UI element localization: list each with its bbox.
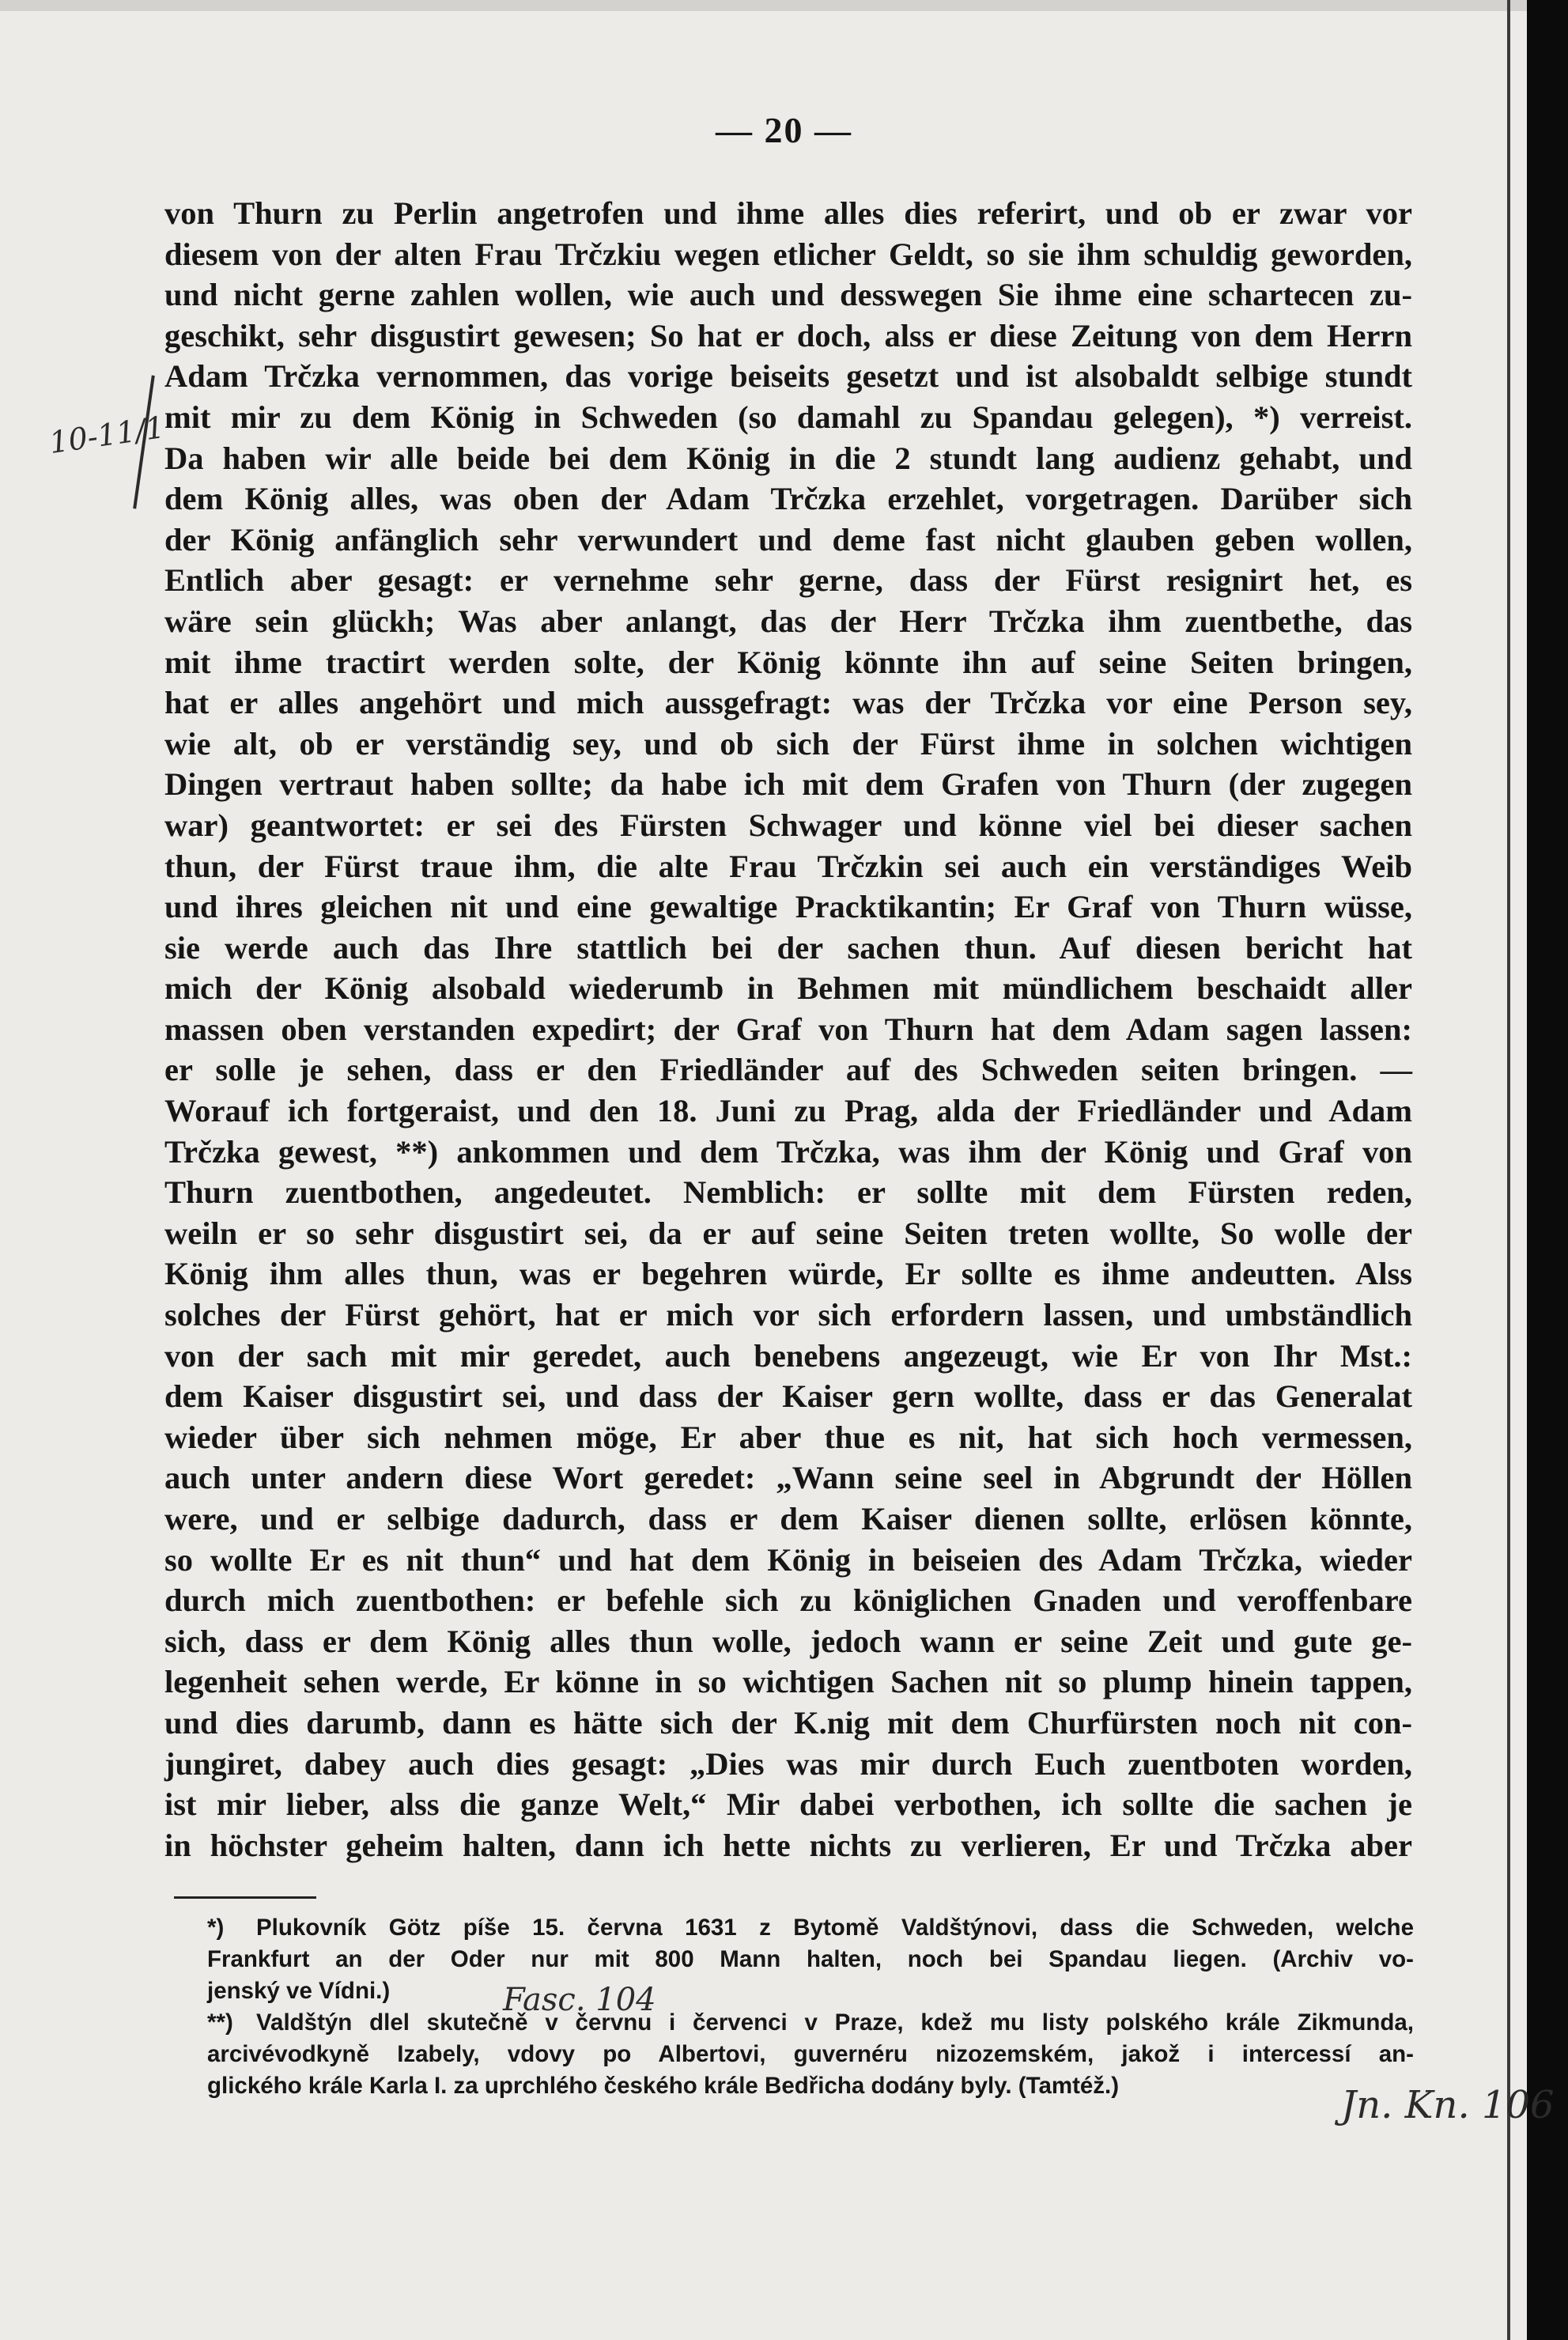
footnote-marker: *) [207,1915,225,1941]
text-line: war) geantwortet: er sei des Fürsten Schwager und könne viel bei dieser sachen [164,807,1412,843]
text-line: sie werde auch das Ihre stattlich bei der sachen thun. Auf diesen bericht hat [164,929,1412,966]
text-line: auch unter andern diese Wort geredet: „Wann seine seel in Abgrundt der Höllen [164,1460,1412,1496]
page-number: — 20 — [716,110,852,150]
text-line: wie alt, ob er verständig sey, und ob sich der Fürst ihme in solchen wichtigen [164,725,1412,762]
footnotes [207,1912,1414,2102]
text-line: und ihres gleichen nit und eine gewaltige Pracktikantin; Er Graf von Thurn wüsse, [164,889,1412,925]
text-line: wieder über sich nehmen möge, Er aber thue es nit, hat sich hoch vermessen, [164,1419,1412,1455]
text-line: sich, dass er dem König alles thun wolle, jedoch wann er seine Zeit und gute ge- [164,1623,1412,1659]
body-text [164,193,1412,1866]
text-line: durch mich zuentbothen: er befehle sich zu königlichen Gnaden und veroffenbare [164,1582,1412,1619]
text-line: Worauf ich fortgeraist, und den 18. Juni zu Prag, alda der Friedländer und Adam [164,1093,1412,1129]
text-line: mich der König alsobald wiederumb in Behmen mit mündlichem beschaidt aller [164,970,1412,1007]
handwritten-margin-note: 10-11/1 [47,410,167,460]
text-line: Trčzka gewest, **) ankommen und dem Trčzka, was ihm der König und Graf von [164,1133,1412,1170]
text-line: jungiret, dabey auch dies gesagt: „Dies was mir durch Euch zuentboten worden, [164,1745,1412,1782]
footnote-marker: **) [207,2009,233,2036]
text-line: legenheit sehen werde, Er könne in so wichtigen Sachen nit so plump hinein tappen, [164,1664,1412,1700]
text-line: Da haben wir alle beide bei dem König in die 2 stundt lang audienz gehabt, und [164,440,1412,476]
text-line: in höchster geheim halten, dann ich hette nichts zu verlieren, Er und Trčzka aber [164,1827,1412,1863]
text-line: diesem von der alten Frau Trčzkiu wegen etlicher Geldt, so sie ihm schuldig geworden, [164,236,1412,272]
scan-fold-line [1507,0,1510,2340]
text-line: Thurn zuentbothen, angedeutet. Nemblich: er sollte mit dem Fürsten reden, [164,1174,1412,1211]
footnote-line: jenský ve Vídni.) [207,1978,391,2004]
text-line: und dies darumb, dann es hätte sich der K.nig mit dem Churfürsten noch nit con- [164,1704,1412,1741]
text-line: mit ihme tractirt werden solte, der König könnte ihn auf seine Seiten bringen, [164,644,1412,680]
text-line: Entlich aber gesagt: er vernehme sehr gerne, dass der Fürst resignirt het, es [164,562,1412,599]
footnote-line [207,2007,1414,2039]
text-line: dem Kaiser disgustirt sei, und dass der Kaiser gern wollte, dass er das Generalat [164,1378,1412,1415]
text-line: dem König alles, was oben der Adam Trčzka erzehlet, vorgetragen. Darüber sich [164,481,1412,517]
footnote-line: arcivévodkyně Izabely, vdovy po Albertovi, guvernéru nizozemském, jakož i intercessí an- [207,2041,1414,2067]
text-line: mit mir zu dem König in Schweden (so damahl zu Spandau gelegen), *) verreist. [164,399,1412,435]
text-line: so wollte Er es nit thun“ und hat dem König in beiseien des Adam Trčzka, wieder [164,1541,1412,1578]
text-line: er solle je sehen, dass er den Friedländer auf des Schweden seiten bringen. — [164,1052,1412,1088]
text-line: Adam Trčzka vernommen, das vorige beiseits gesetzt und ist alsobaldt selbige stundt [164,358,1412,395]
text-line: hat er alles angehört und mich aussgefragt: was der Trčzka vor eine Person sey, [164,685,1412,721]
scan-top-edge [0,0,1568,11]
footnote-line: Frankfurt an der Oder nur mit 800 Mann halten, noch bei Spandau liegen. (Archiv vo- [207,1946,1414,1972]
footnote-line [207,1912,1414,1944]
text-line: und nicht gerne zahlen wollen, wie auch und desswegen Sie ihme eine schartecen zu- [164,277,1412,313]
text-line: thun, der Fürst traue ihm, die alte Frau Trčzkin sei auch ein verständiges Weib [164,848,1412,884]
text-line: ist mir lieber, alss die ganze Welt,“ Mir dabei verbothen, ich sollte die sachen je [164,1786,1412,1823]
text-line: wäre sein glückh; Was aber anlangt, das der Herr Trčzka ihm zuentbethe, das [164,603,1412,639]
text-line: massen oben verstanden expedirt; der Graf von Thurn hat dem Adam sagen lassen: [164,1011,1412,1047]
text-line: solches der Fürst gehört, hat er mich vor sich erfordern lassen, und umbständlich [164,1297,1412,1333]
text-line: were, und er selbige dadurch, dass er dem Kaiser dienen sollte, erlösen könnte, [164,1501,1412,1537]
footnote-text: Valdštýn dlel skutečně v červnu i červenci v Praze, kdež mu listy polského krále Zikmunda, [256,2009,1414,2036]
handwritten-footnote-note: Fasc. 104 [503,1982,656,2018]
text-line: geschikt, sehr disgustirt gewesen; So hat er doch, alss er diese Zeitung von dem Herrn [164,317,1412,353]
text-line: von der sach mit mir geredet, auch benebens angezeugt, wie Er von Ihr Mst.: [164,1337,1412,1374]
text-line: Dingen vertraut haben sollte; da habe ich mit dem Grafen von Thurn (der zugegen [164,766,1412,803]
text-line: weiln er so sehr disgustirt sei, da er auf seine Seiten treten wollte, So wolle der [164,1215,1412,1251]
footnote-line: glického krále Karla I. za uprchlého českého krále Bedřicha dodány byly. (Tamtéž.) [207,2073,1120,2099]
text-line: König ihm alles thun, was er begehren würde, Er sollte es ihme andeutten. Alss [164,1256,1412,1292]
scan-right-border [1527,0,1568,2340]
handwritten-footnote-note: Jn. Kn. 106 [1341,2083,1555,2127]
text-line: von Thurn zu Perlin angetrofen und ihme alles dies referirt, und ob er zwar vor [164,195,1412,231]
text-line: der König anfänglich sehr verwundert und deme fast nicht glauben geben wollen, [164,521,1412,558]
footnote-rule [174,1896,316,1899]
footnote-text: Plukovník Götz píše 15. června 1631 z Bytomě Valdštýnovi, dass die Schweden, welche [256,1915,1414,1941]
